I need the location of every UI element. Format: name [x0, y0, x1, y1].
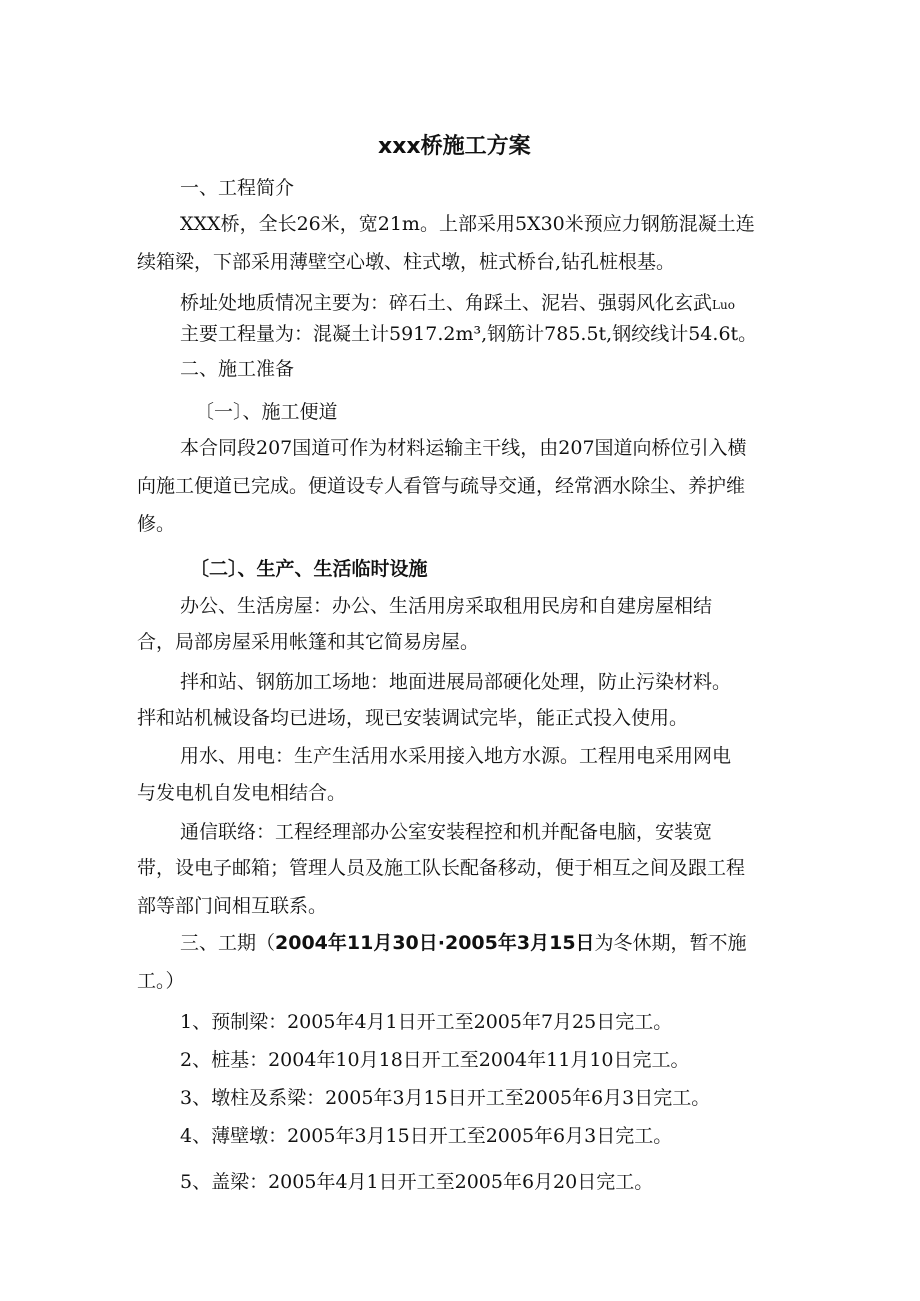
s1-paragraph-1-line-2: 续箱梁，下部采用薄壁空心墩、柱式墩，桩式桥台,钻孔桩根基。 [137, 251, 676, 273]
section-3-winter-break-dates: 2004年11月30日·2005年3月15日 [275, 932, 595, 954]
mixing-paragraph-line-2: 拌和站机械设备均已进场，现已安装调试完毕，能正式投入使用。 [137, 707, 689, 729]
subsection-1-heading: 〔一〕、施工便道 [195, 401, 338, 423]
section-3-suffix: 为冬休期，暂不施 [594, 932, 747, 954]
schedule-item-2: 2、桩基：2004年10月18日开工至2004年11月10日完工。 [180, 1049, 690, 1071]
office-paragraph-line-2: 合，局部房屋采用帐篷和其它简易房屋。 [137, 631, 480, 653]
s1-paragraph-2 [180, 291, 735, 317]
comm-paragraph-line-1: 通信联络：工程经理部办公室安装程控和机并配备电脑，安装宽 [180, 821, 713, 843]
water-paragraph-line-2: 与发电机自发电相结合。 [137, 782, 347, 804]
s2-sub1-paragraph-line-2: 向施工便道已完成。便道设专人看管与疏导交通，经常洒水除尘、养护维 [137, 475, 746, 497]
schedule-item-1: 1、预制梁：2005年4月1日开工至2005年7月25日完工。 [180, 1011, 673, 1033]
s2-sub1-paragraph-line-1: 本合同段207国道可作为材料运输主干线，由207国道向桥位引入横 [180, 437, 747, 459]
schedule-item-5: 5、盖梁：2005年4月1日开工至2005年6月20日完工。 [180, 1171, 654, 1193]
office-paragraph-line-1: 办公、生活房屋：办公、生活用房采取租用民房和自建房屋相结 [180, 595, 713, 617]
s2-sub1-paragraph-line-3: 修。 [137, 513, 176, 535]
section-2-heading: 二、施工准备 [180, 358, 295, 380]
schedule-item-3: 3、墩柱及系梁：2005年3月15日开工至2005年6月3日完工。 [180, 1087, 711, 1109]
water-paragraph-line-1: 用水、用电：生产生活用水采用接入地方水源。工程用电采用网电 [180, 745, 732, 767]
subsection-2-heading: 〔二〕、生产、生活临时设施 [190, 558, 428, 580]
comm-paragraph-line-3: 部等部门间相互联系。 [137, 895, 328, 917]
s1-paragraph-2-main: 桥址处地质情况主要为：碎石土、角踩土、泥岩、强弱风化玄武 [180, 292, 713, 314]
section-1-heading: 一、工程简介 [180, 177, 295, 199]
mixing-paragraph-line-1: 拌和站、钢筋加工场地：地面进展局部硬化处理，防止污染材料。 [180, 671, 732, 693]
s1-paragraph-3: 主要工程量为：混凝土计5917.2m³,钢筋计785.5t,钢绞线计54.6t。 [180, 323, 758, 345]
s1-paragraph-1-line-1: XXX桥，全长26米，宽21m。上部采用5X30米预应力钢筋混凝土连 [180, 213, 755, 235]
comm-paragraph-line-2: 带，设电子邮箱；管理人员及施工队长配备移动，便于相互之间及跟工程 [137, 857, 746, 879]
schedule-item-4: 4、薄壁墩：2005年3月15日开工至2005年6月3日完工。 [180, 1125, 673, 1147]
s1-paragraph-2-tail: Luo [712, 298, 735, 312]
section-3-prefix: 三、工期（ [180, 932, 276, 954]
section-3-heading [180, 931, 747, 955]
section-3-line-2: 工。） [137, 970, 185, 992]
page-title: xxx桥施工方案 [378, 134, 531, 159]
